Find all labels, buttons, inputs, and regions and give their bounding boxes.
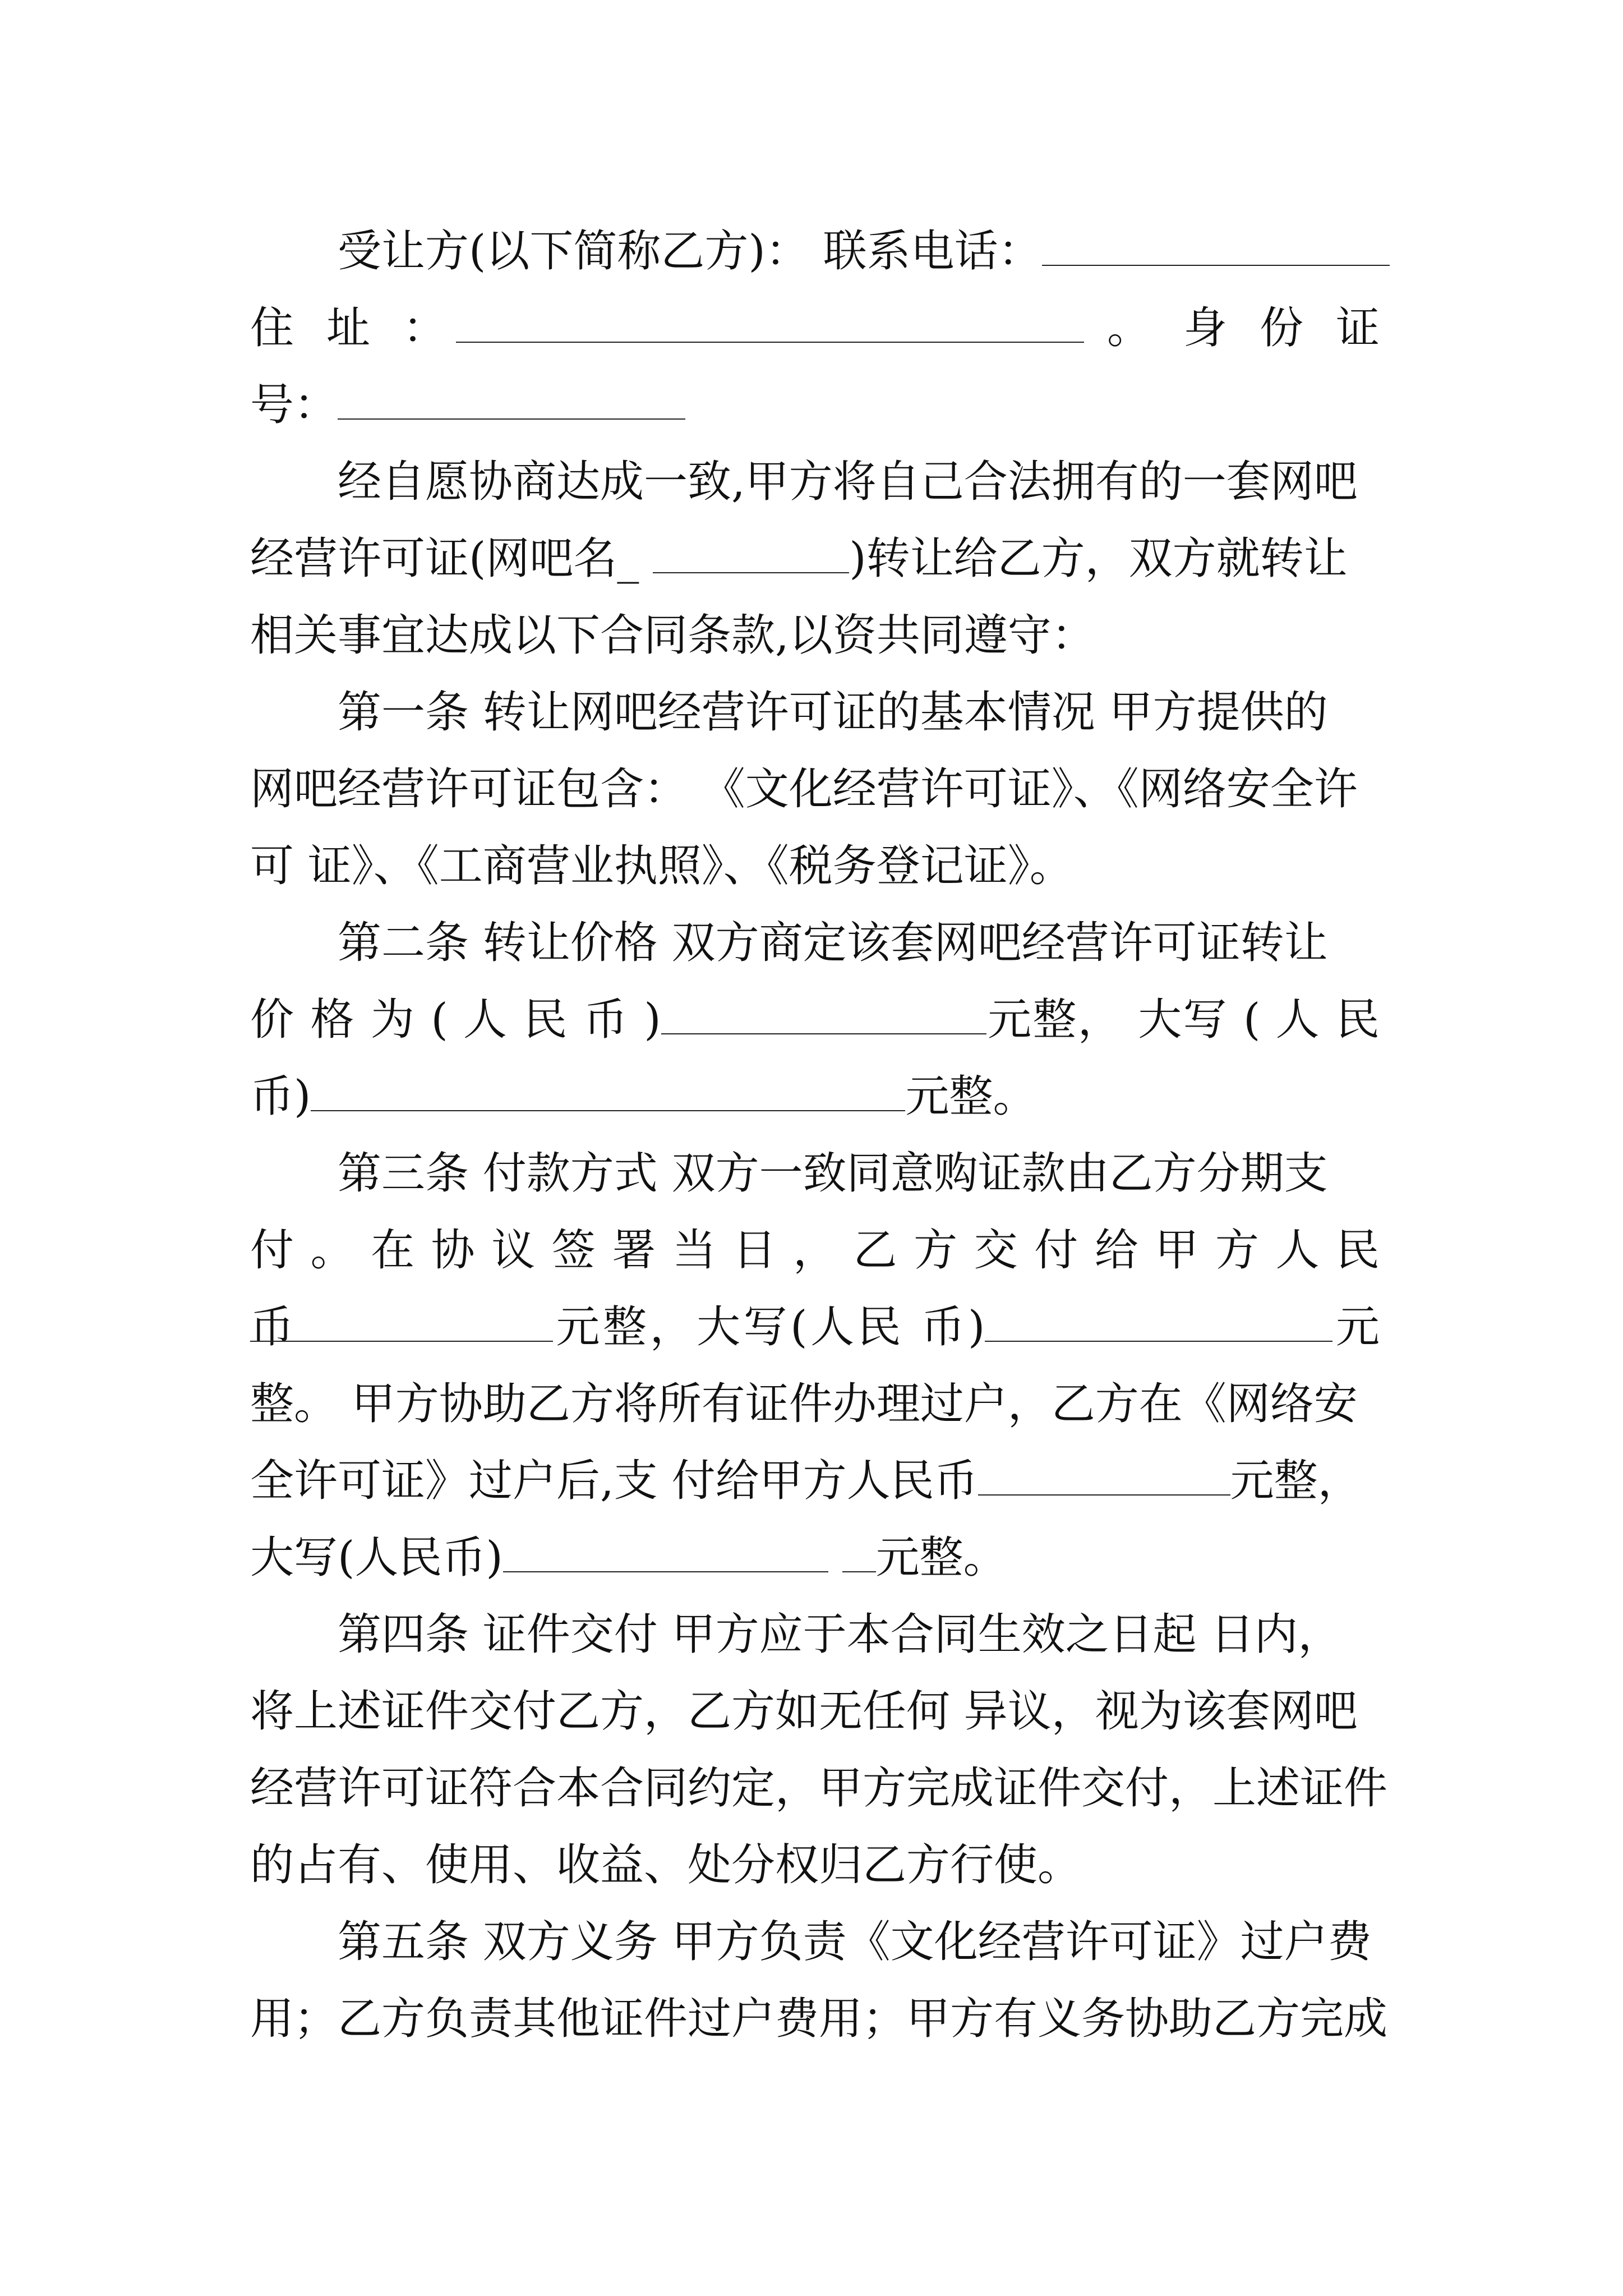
id-number-blank (338, 385, 685, 420)
article-3-line-3 (250, 1289, 1380, 1366)
address-line (250, 290, 1380, 367)
article-1-line-2 (250, 751, 1380, 828)
second-payment-capital-blank (503, 1538, 828, 1572)
address-label: 住 址 ： (250, 303, 456, 353)
article-4-line-3 (250, 1750, 1388, 1827)
article-1-line-1 (250, 674, 1380, 751)
article-5-line-1 (250, 1904, 1380, 1981)
preamble-text-2b: )转让给乙方，双方就转让 (849, 533, 1348, 584)
article-2-price-label: 价 格 为 ( 人 民 币 ) (250, 995, 661, 1045)
article-3-text-4: 整。 甲方协助乙方将所有证件办理过户，乙方在《网络安 (250, 1379, 1358, 1429)
article-3-capital-label-2: 大写(人民币) (250, 1533, 503, 1583)
article-1-text-3: 可 证》、《工商营业执照》、《税务登记证》。 (250, 841, 1073, 891)
article-3-line-5 (250, 1443, 1380, 1520)
preamble-line-3 (250, 597, 1380, 674)
preamble-text-2a: 经营许可证(网吧名_ (250, 533, 653, 584)
article-3-yuan-label-2: 元整， (1230, 1456, 1362, 1506)
first-payment-blank (250, 1307, 553, 1342)
first-payment-capital-blank (985, 1307, 1332, 1342)
article-1-text-2: 网吧经营许可证包含： 《文化经营许可证》、《网络安全许 (250, 764, 1358, 815)
article-3-line-4 (250, 1366, 1380, 1443)
price-blank (661, 1000, 986, 1034)
article-2-line-1 (250, 905, 1380, 982)
article-1-line-3 (250, 828, 1380, 905)
article-3-text-5: 全许可证》过户后,支 付给甲方人民币 (250, 1456, 978, 1506)
article-5-text-1: 第五条 双方义务 甲方负责《文化经营许可证》过户费 (338, 1917, 1372, 1967)
article-3-line-1 (250, 1135, 1380, 1212)
id-number-label: 号： (250, 380, 338, 430)
article-2-capital-label: 元整， 大写 ( 人 民 (986, 995, 1380, 1045)
article-2-line-2 (250, 982, 1380, 1059)
article-5-line-2 (250, 1981, 1388, 2058)
article-2-text-1: 第二条 转让价格 双方商定该套网吧经营许可证转让 (338, 918, 1328, 968)
price-capital-blank (311, 1076, 905, 1111)
id-label: 。 身 份 证 (1083, 303, 1380, 353)
phone-blank (1042, 231, 1390, 266)
article-2-rmb-label: 币) (250, 1071, 311, 1122)
article-4-line-1 (250, 1596, 1380, 1673)
article-3-text-2: 付 。 在 协 议 签 署 当 日 ， 乙 方 交 付 给 甲 方 人 民 币 (250, 1225, 1380, 1352)
article-4-line-4 (250, 1827, 1380, 1904)
article-4-text-4: 的占有、使用、收益、处分权归乙方行使。 (250, 1840, 1082, 1890)
second-payment-blank (978, 1461, 1230, 1496)
preamble-line-1 (250, 444, 1380, 521)
article-2-yuan-label: 元整。 (905, 1071, 1037, 1122)
id-number-line (250, 367, 1380, 444)
article-4-line-2 (250, 1673, 1380, 1750)
preamble-text-1: 经自愿协商达成一致,甲方将自己合法拥有的一套网吧 (338, 457, 1358, 507)
netcafe-name-blank (653, 539, 849, 573)
article-2-line-3 (250, 1059, 1380, 1135)
article-3-text-1: 第三条 付款方式 双方一致同意购证款由乙方分期支 (338, 1148, 1328, 1199)
article-1-text-1: 第一条 转让网吧经营许可证的基本情况 甲方提供的 (338, 687, 1328, 738)
preamble-text-3: 相关事宜达成以下合同条款,以资共同遵守： (250, 610, 1095, 661)
transferee-line (250, 213, 1380, 290)
article-4-text-1: 第四条 证件交付 甲方应于本合同生效之日起 日内， (338, 1609, 1342, 1660)
address-blank (456, 308, 1084, 343)
blank-gap (828, 1533, 842, 1583)
article-3-capital-label: 元整，大写(人民 币) (553, 1302, 985, 1352)
article-3-yuan-label: 元 (1332, 1302, 1380, 1352)
article-3-yuan-label-3: 元整。 (875, 1533, 1007, 1583)
article-3-line-6 (250, 1520, 1380, 1596)
preamble-line-2 (250, 521, 1380, 597)
transferee-label: 受让方(以下简称乙方)： 联系电话： (338, 226, 1042, 277)
second-payment-capital-blank-2 (842, 1538, 876, 1572)
article-4-text-2: 将上述证件交付乙方，乙方如无任何 异议，视为该套网吧 (250, 1686, 1358, 1737)
article-5-text-2: 用；乙方负责其他证件过户费用；甲方有义务协助乙方完成 (250, 1994, 1388, 2044)
article-4-text-3: 经营许可证符合本合同约定，甲方完成证件交付，上述证件 (250, 1763, 1388, 1814)
contract-body (250, 213, 1388, 2058)
